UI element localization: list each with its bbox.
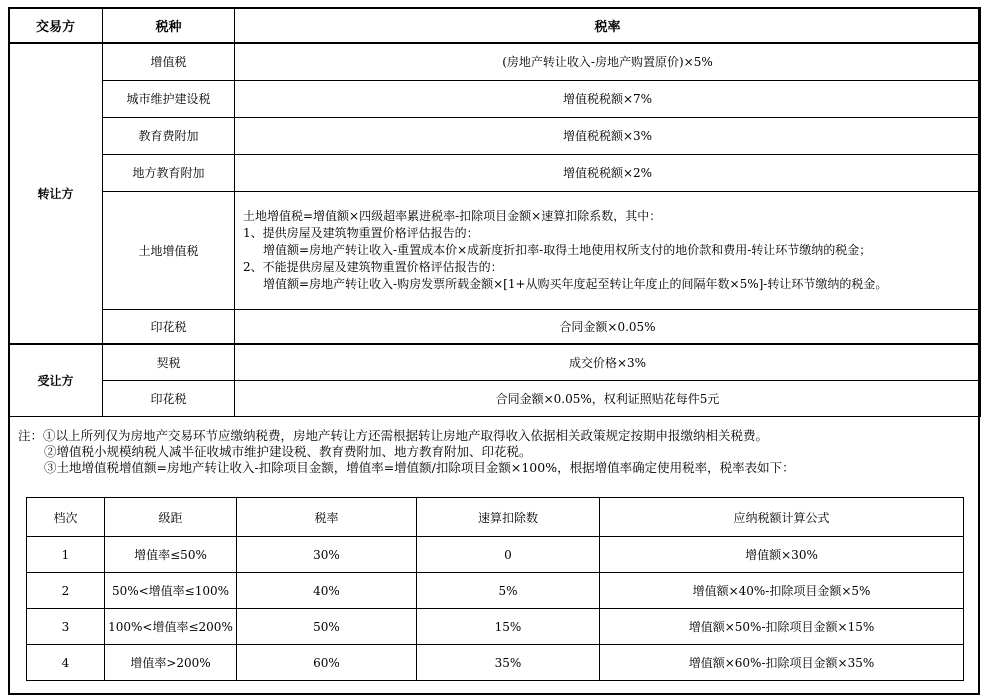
rate-cell: 4 [27, 645, 105, 681]
tax-name: 印花税 [103, 309, 235, 344]
table-row [27, 537, 964, 573]
note-line: 注：①以上所列仅为房地产交易环节应缴纳税费，房地产转让方还需根据转让房地产取得收入依据相关政策规定按期申报缴纳相关税费。 [18, 428, 769, 443]
formula-line: 土地增值税=增值额×四级超率累进税率-扣除项目金额×速算扣除系数，其中： [243, 208, 662, 223]
table-row [9, 43, 981, 80]
tax-name: 土地增值税 [103, 191, 235, 309]
formula-line: 增值额=房地产转让收入-重置成本价×成新度折扣率-取得土地使用权所支付的地价款和费用-转让环节缴纳的税金； [263, 242, 872, 257]
header-party: 交易方 [9, 8, 103, 44]
rate-cell: 15% [417, 609, 600, 645]
table-row [9, 117, 981, 154]
table-row [9, 309, 981, 344]
table-row [27, 609, 964, 645]
rate-cell: 1 [27, 537, 105, 573]
table-row [9, 154, 981, 191]
tax-rate: 合同金额×0.05%，权利证照贴花每件5元 [235, 380, 981, 416]
table-row [9, 191, 981, 309]
rate-header: 应纳税额计算公式 [600, 498, 964, 537]
tax-rate: 合同金额×0.05% [235, 309, 981, 344]
tax-rate: (房地产转让收入-房地产购置原价)×5% [235, 43, 981, 80]
rate-cell: 35% [417, 645, 600, 681]
formula-line: 增值额=房地产转让收入-购房发票所载金额×[1+从购买年度起至转让年度止的间隔年数×5%]-转让环节缴纳的税金。 [263, 276, 888, 291]
tax-table [8, 7, 981, 417]
tax-name: 契税 [103, 344, 235, 380]
tax-table-header [9, 8, 981, 44]
formula-line: 2、不能提供房屋及建筑物重置价格评估报告的： [243, 259, 503, 274]
rate-cell: 30% [237, 537, 417, 573]
tax-rate: 增值税税额×2% [235, 154, 981, 191]
header-tax-type: 税种 [103, 8, 235, 44]
note-line: ②增值税小规模纳税人减半征收城市维护建设税、教育费附加、地方教育附加、印花税。 [44, 444, 532, 459]
note-line: ③土地增值税增值额=房地产转让收入-扣除项目金额，增值率=增值额/扣除项目金额×100%，根据增值率确定使用税率，税率表如下： [44, 460, 795, 475]
notes [18, 428, 968, 476]
tax-name: 城市维护建设税 [103, 80, 235, 117]
header-tax-rate: 税率 [235, 8, 981, 44]
table-row [9, 344, 981, 380]
rate-cell: 60% [237, 645, 417, 681]
rate-table [26, 497, 964, 681]
rate-cell: 3 [27, 609, 105, 645]
rate-cell: 增值额×40%-扣除项目金额×5% [600, 573, 964, 609]
table-row [27, 573, 964, 609]
rate-cell: 100%<增值率≤200% [105, 609, 237, 645]
rate-header: 档次 [27, 498, 105, 537]
tax-name: 增值税 [103, 43, 235, 80]
rate-header: 税率 [237, 498, 417, 537]
party-transferor: 转让方 [9, 43, 103, 344]
rate-header: 级距 [105, 498, 237, 537]
tax-name: 地方教育附加 [103, 154, 235, 191]
tax-name: 印花税 [103, 380, 235, 416]
formula-line: 1、提供房屋及建筑物重置价格评估报告的： [243, 225, 479, 240]
rate-cell: 增值额×50%-扣除项目金额×15% [600, 609, 964, 645]
tax-rate: 增值税税额×3% [235, 117, 981, 154]
rate-cell: 增值率≤50% [105, 537, 237, 573]
rate-table-header [27, 498, 964, 537]
rate-cell: 增值率>200% [105, 645, 237, 681]
table-row [27, 645, 964, 681]
tax-name: 教育费附加 [103, 117, 235, 154]
tax-rate: 成交价格×3% [235, 344, 981, 380]
rate-cell: 增值额×30% [600, 537, 964, 573]
rate-cell: 40% [237, 573, 417, 609]
table-row [9, 80, 981, 117]
rate-cell: 增值额×60%-扣除项目金额×35% [600, 645, 964, 681]
land-vat-formula [235, 191, 981, 309]
tax-rate: 增值税税额×7% [235, 80, 981, 117]
rate-cell: 50% [237, 609, 417, 645]
rate-cell: 0 [417, 537, 600, 573]
party-transferee: 受让方 [9, 344, 103, 416]
rate-cell: 50%<增值率≤100% [105, 573, 237, 609]
rate-cell: 5% [417, 573, 600, 609]
table-row [9, 380, 981, 416]
rate-header: 速算扣除数 [417, 498, 600, 537]
rate-cell: 2 [27, 573, 105, 609]
